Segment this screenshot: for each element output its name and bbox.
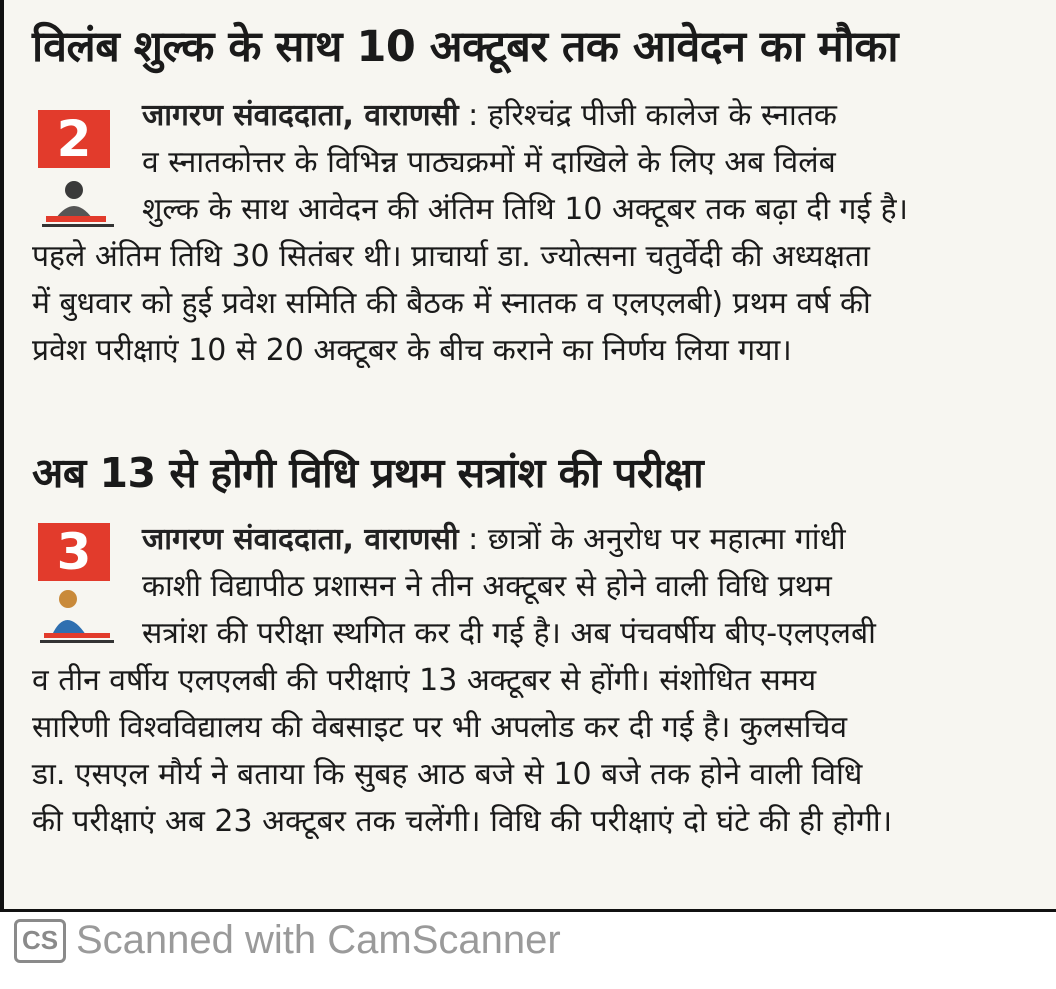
article-1-line-5: में बुधवार को हुई प्रवेश समिति की बैठक में स्नातक व एलएलबी) प्रथम वर्ष की — [32, 286, 871, 321]
article-2-line-5: सारिणी विश्वविद्यालय की वेबसाइट पर भी अपलोड कर दी गई है। कुलसचिव — [32, 710, 848, 745]
student-icon — [38, 585, 118, 645]
article-1-line-1 — [142, 92, 837, 139]
article-2-line-2: काशी विद्यापीठ प्रशासन ने तीन अक्टूबर से होने वाली विधि प्रथम — [142, 569, 832, 604]
camscanner-logo-icon: CS — [14, 919, 66, 963]
article-2-line-3: सत्रांश की परीक्षा स्थगित कर दी गई है। अब पंचवर्षीय बीए-एलएलबी — [142, 616, 876, 651]
badge-number: 3 — [38, 523, 110, 581]
article-1-line-3: शुल्क के साथ आवेदन की अंतिम तिथि 10 अक्टूबर तक बढ़ा दी गई है। — [142, 192, 908, 227]
article-1-byline: जागरण संवाददाता, वाराणसी — [142, 98, 459, 133]
article-2-badge — [38, 523, 118, 645]
watermark-text: Scanned with CamScanner — [76, 918, 561, 962]
article-1-line-4: पहले अंतिम तिथि 30 सितंबर थी। प्राचार्या डा. ज्योत्सना चतुर्वेदी की अध्यक्षता — [32, 239, 870, 274]
badge-number: 2 — [38, 110, 110, 168]
article-2-line-7: की परीक्षाएं अब 23 अक्टूबर तक चलेंगी। विधि की परीक्षाएं दो घंटे की ही होगी। — [32, 804, 893, 839]
article-2-line-1 — [142, 516, 846, 563]
article-2-text: : छात्रों के अनुरोध पर महात्मा गांधी — [468, 522, 846, 557]
article-1-headline: विलंब शुल्क के साथ 10 अक्टूबर तक आवेदन का मौका — [32, 22, 899, 72]
article-2-line-6: डा. एसएल मौर्य ने बताया कि सुबह आठ बजे से 10 बजे तक होने वाली विधि — [32, 757, 863, 792]
camscanner-watermark — [14, 918, 561, 963]
article-1-line-2: व स्नातकोत्तर के विभिन्न पाठ्यक्रमों में दाखिले के लिए अब विलंब — [142, 145, 836, 180]
article-2-line-4: व तीन वर्षीय एलएलबी की परीक्षाएं 13 अक्टूबर से होंगी। संशोधित समय — [32, 663, 817, 698]
article-2-byline: जागरण संवाददाता, वाराणसी — [142, 522, 459, 557]
article-1-text: : हरिश्चंद्र पीजी कालेज के स्नातक — [468, 98, 837, 133]
article-2-headline: अब 13 से होगी विधि प्रथम सत्रांश की परीक्षा — [32, 449, 704, 497]
student-icon — [38, 172, 118, 232]
article-1-badge — [38, 110, 118, 232]
article-1-line-6: प्रवेश परीक्षाएं 10 से 20 अक्टूबर के बीच कराने का निर्णय लिया गया। — [32, 333, 792, 368]
